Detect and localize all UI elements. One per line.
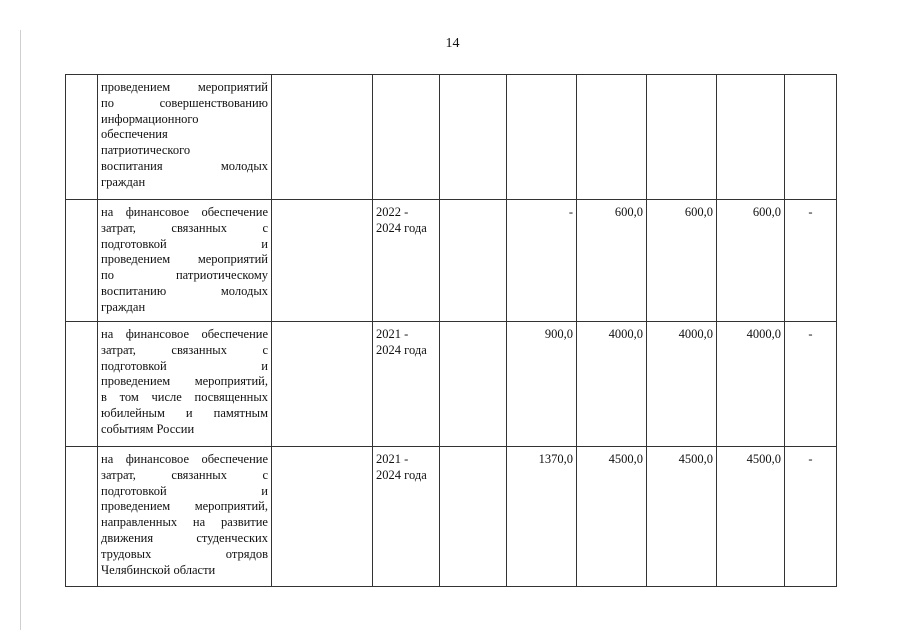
executor-cell — [272, 75, 373, 200]
result-cell: - — [785, 322, 837, 447]
description-line: граждан — [101, 299, 146, 314]
executor-cell — [272, 322, 373, 447]
amount-cell: 600,0 — [647, 200, 717, 322]
row-number-cell — [66, 200, 98, 322]
amount-cell: 1370,0 — [507, 447, 577, 587]
description-line: на финансовое обеспечение — [101, 327, 268, 341]
description-line: по совершенствованию — [101, 95, 268, 110]
description-line: движения студенческих — [101, 530, 268, 545]
amount-cell: - — [507, 200, 577, 322]
description-line: проведением мероприятий — [101, 252, 268, 267]
description-line: затрат, связанных с — [101, 342, 268, 357]
description-line: проведением мероприятий — [101, 80, 268, 94]
table-row — [66, 322, 837, 447]
description-line: в том числе посвященных — [101, 390, 268, 405]
description-line: направленных на развитие — [101, 515, 268, 530]
amount-cell — [647, 75, 717, 200]
description-line: обеспечения — [101, 127, 168, 142]
row-description — [98, 200, 272, 322]
period-cell — [373, 75, 440, 200]
description-line: на финансовое обеспечение — [101, 452, 268, 466]
table-row — [66, 200, 837, 322]
result-cell — [785, 75, 837, 200]
period-line: 2021 - — [376, 452, 409, 466]
amount-cell: 4000,0 — [717, 322, 785, 447]
description-line: воспитанию молодых — [101, 283, 268, 298]
description-line: подготовкой и — [101, 358, 268, 373]
row-number-cell — [66, 447, 98, 587]
period-cell — [373, 200, 440, 322]
amount-cell — [507, 75, 577, 200]
amount-cell: 4000,0 — [577, 322, 647, 447]
row-description — [98, 75, 272, 200]
description-line: по патриотическому — [101, 268, 268, 283]
description-line: граждан — [101, 174, 146, 189]
amount-cell: 4500,0 — [647, 447, 717, 587]
period-line: 2024 года — [376, 342, 427, 357]
amount-cell — [717, 75, 785, 200]
amount-cell: 900,0 — [507, 322, 577, 447]
amount-cell: 4500,0 — [577, 447, 647, 587]
amount-cell: 600,0 — [717, 200, 785, 322]
amount-cell: 4500,0 — [717, 447, 785, 587]
description-line: событиям России — [101, 421, 195, 436]
description-line: подготовкой и — [101, 236, 268, 251]
description-line: проведением мероприятий, — [101, 499, 268, 514]
budget-table — [65, 74, 837, 587]
table-row — [66, 447, 837, 587]
row-number-cell — [66, 75, 98, 200]
description-line: воспитания молодых — [101, 158, 268, 173]
period-line: 2022 - — [376, 205, 409, 219]
description-line: на финансовое обеспечение — [101, 205, 268, 219]
description-line: трудовых отрядов — [101, 546, 268, 561]
source-cell — [440, 75, 507, 200]
period-cell — [373, 322, 440, 447]
description-line: Челябинской области — [101, 562, 216, 577]
source-cell — [440, 447, 507, 587]
description-line: затрат, связанных с — [101, 467, 268, 482]
page-number: 14 — [445, 36, 460, 51]
amount-cell: 600,0 — [577, 200, 647, 322]
period-cell — [373, 447, 440, 587]
scan-edge-line — [20, 30, 21, 630]
executor-cell — [272, 447, 373, 587]
amount-cell: 4000,0 — [647, 322, 717, 447]
result-cell: - — [785, 200, 837, 322]
source-cell — [440, 200, 507, 322]
executor-cell — [272, 200, 373, 322]
amount-cell — [577, 75, 647, 200]
description-line: информационного — [101, 111, 199, 126]
source-cell — [440, 322, 507, 447]
description-line: юбилейным и памятным — [101, 405, 268, 420]
table-row — [66, 75, 837, 200]
description-line: затрат, связанных с — [101, 220, 268, 235]
row-number-cell — [66, 322, 98, 447]
description-line: подготовкой и — [101, 483, 268, 498]
description-line: патриотического — [101, 143, 191, 158]
row-description — [98, 322, 272, 447]
period-line: 2024 года — [376, 467, 427, 482]
result-cell: - — [785, 447, 837, 587]
period-line: 2021 - — [376, 327, 409, 341]
row-description — [98, 447, 272, 587]
period-line: 2024 года — [376, 220, 427, 235]
description-line: проведением мероприятий, — [101, 374, 268, 389]
